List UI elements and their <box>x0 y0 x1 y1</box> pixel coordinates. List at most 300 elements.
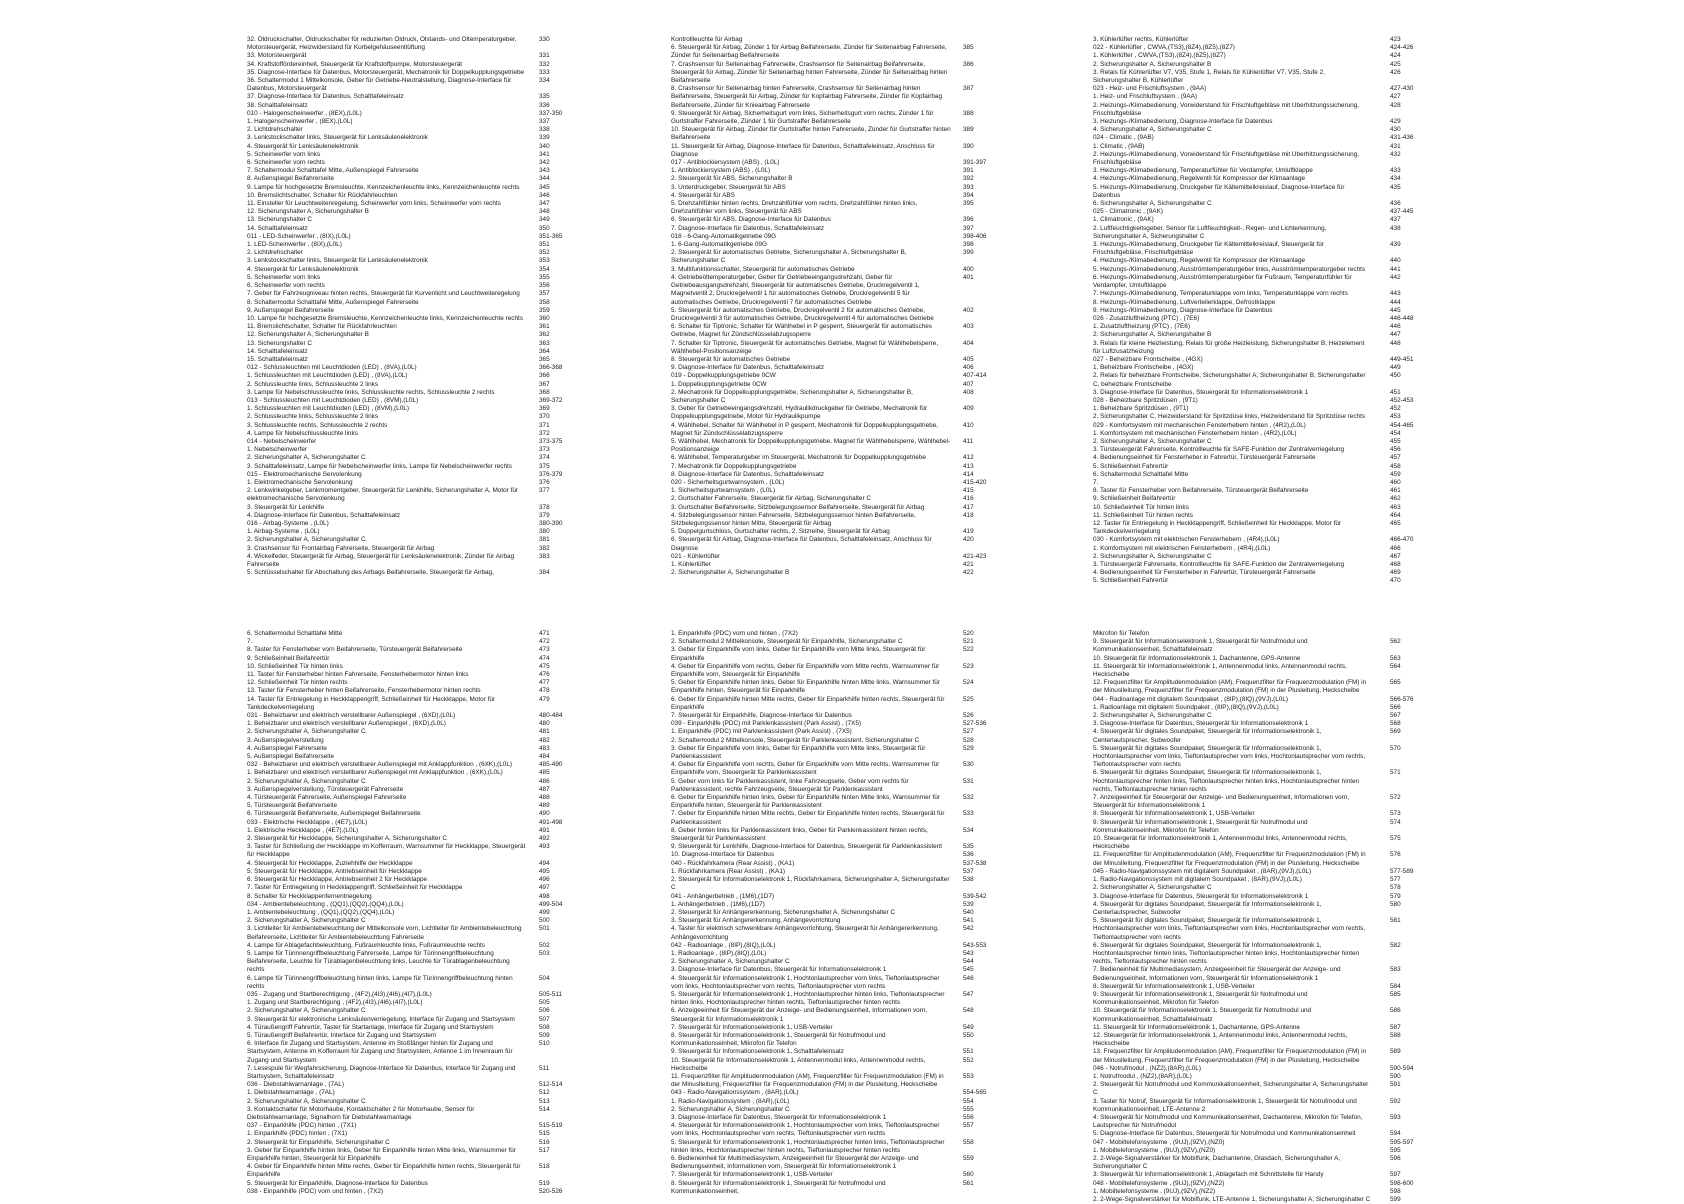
toc-entry-page: 435 <box>1390 183 1401 191</box>
toc-entry-title: 1. Beheizbare Spritzdüsen , (9T1) <box>1093 405 1189 413</box>
toc-entry <box>247 630 587 638</box>
toc-entry-page: 453 <box>1390 413 1401 421</box>
toc-entry-title: 3. Schalttafeleinsatz, Lampe für Nebelscheinwerfer links, Lampe für Nebelscheinwerfer rechts <box>247 462 512 470</box>
toc-entry-title: 15. Schalttafeleinsatz <box>247 355 308 363</box>
toc-entry-title: 33. Motorsteuergerät <box>247 52 307 60</box>
toc-entry-title: 4. Heizungs-/Klimabedienung, Regelventil für Kompressor der Klimaanlage <box>1093 175 1306 183</box>
toc-entry <box>247 192 587 200</box>
toc-entry-page: 576 <box>1390 851 1401 859</box>
toc-entry <box>1093 545 1438 553</box>
toc-entry-page: 479 <box>539 695 550 703</box>
toc-entry-page: 433 <box>1390 167 1401 175</box>
toc-entry-page: 585 <box>1390 990 1401 998</box>
toc-entry <box>671 422 1011 438</box>
toc-entry-page: 387 <box>963 85 974 93</box>
toc-entry-title: 1. Sicherheitsgurtwarnsystem , (L0L) <box>671 487 776 495</box>
toc-entry-title: 10. Steuergerät für Informationselektronik 1, Dachantenne, GPS-Antenne <box>1093 654 1301 662</box>
toc-entry-title: 6. Wählhebel, Temperaturgeber im Steuergerät, Mechatronik für Doppelkupplungsgetriebe <box>671 454 926 462</box>
toc-entry <box>671 630 1011 638</box>
toc-entry-page: 429 <box>1390 118 1401 126</box>
top-section <box>0 36 1684 585</box>
toc-column <box>1093 36 1438 586</box>
toc-entry-title: 5. Steuergerät für Informationselektronik 1, Hochtonlautsprecher hinten links, Tieftonlautsprecher hinten links, Hochtonlautsprecher hinten rechts, Tieftonlautsprecher hinten rechts <box>671 990 945 1007</box>
toc-entry-page: 407 <box>963 380 974 388</box>
toc-entry-page: 392 <box>963 175 974 183</box>
toc-entry <box>1093 504 1438 512</box>
toc-entry <box>1093 257 1438 265</box>
toc-entry-page: 524 <box>963 679 974 687</box>
toc-entry-page: 472 <box>539 638 550 646</box>
toc-entry <box>1093 85 1438 93</box>
toc-entry-page: 374 <box>539 454 550 462</box>
toc-entry-page: 470 <box>1390 577 1401 585</box>
toc-entry-page: 555 <box>963 1105 974 1113</box>
toc-entry-title: 3. Steuergerät für Informationselektronik 1, Ablagefach mit Schnittstelle für Handy <box>1093 1171 1324 1179</box>
toc-entry-title: 4. Sicherungshalter A, Sicherungshalter C <box>1093 126 1212 134</box>
toc-entry-page: 350 <box>539 224 550 232</box>
toc-entry-page: 491-498 <box>539 818 563 826</box>
toc-entry <box>1093 299 1438 307</box>
toc-entry-page: 486 <box>539 777 550 785</box>
toc-entry-page: 559 <box>963 1155 974 1162</box>
toc-entry <box>247 175 587 183</box>
toc-entry <box>671 143 1011 159</box>
toc-entry <box>671 372 1011 380</box>
toc-entry-page: 525 <box>963 695 974 703</box>
toc-entry-title: 1. Notrufmodul , (NZ2),(8AR),(L0L) <box>1093 1072 1192 1080</box>
toc-entry-page: 381 <box>539 536 550 544</box>
toc-entry-page: 567 <box>1390 712 1401 720</box>
toc-entry <box>671 679 1011 695</box>
toc-entry <box>247 835 587 843</box>
toc-entry-title: 8. Steuergerät für Informationselektronik 1, USB-Verteiler <box>1093 810 1255 818</box>
toc-entry-page: 428 <box>1390 101 1401 109</box>
toc-entry-title: 2. 2-Wege-Signalverstärker für Mobilfunk, Dachantenne, Glasdach, Sicherungshalter A, Sicherungshalter C <box>1093 1155 1341 1171</box>
toc-entry <box>1093 323 1438 331</box>
toc-entry-page: 595-597 <box>1390 1138 1414 1146</box>
toc-entry <box>247 1032 587 1040</box>
toc-entry-page: 511 <box>539 1064 550 1072</box>
toc-entry-title: 5. Drehzahlfühler hinten rechts, Drehzahlfühler vorn rechts, Drehzahlfühler hinten links, Drehzahlfühler vorn links, Steuergerät für ABS <box>671 200 918 216</box>
toc-entry-page: 333 <box>539 68 550 76</box>
toc-entry-title: 2. Lichtdrehschalter <box>247 249 303 257</box>
toc-entry <box>247 389 587 397</box>
toc-entry-page: 418 <box>963 511 974 519</box>
toc-column <box>1093 630 1438 1204</box>
toc-entry-page: 512 <box>539 1089 550 1097</box>
toc-entry-page: 411 <box>963 437 974 445</box>
toc-entry-title: 14. Taster für Entriegelung in Heckklappengriff, Schließeinheit für Heckklappe, Motor für Tankdeckelverriegelung <box>247 695 496 711</box>
toc-entry-page: 382 <box>539 544 550 552</box>
toc-entry <box>247 778 587 786</box>
toc-entry <box>247 819 587 827</box>
toc-entry-page: 439 <box>1390 241 1401 249</box>
toc-entry-title: 1. Beheizbare Frontscheibe , (4GX) <box>1093 364 1194 372</box>
toc-entry <box>1093 769 1438 794</box>
toc-entry-page: 537 <box>963 867 974 875</box>
toc-entry-page: 515 <box>539 1130 550 1138</box>
toc-entry-page: 457 <box>1390 454 1401 462</box>
toc-entry-page: 589 <box>1390 1048 1401 1056</box>
toc-entry-title: 035 - Zugang und Startberechtigung , (4F2),(4I3),(4I6),(4I7),(L0L) <box>247 990 432 998</box>
toc-entry-title: 043 - Radio-Navigationssystem , (8AR),(L0L) <box>671 1089 799 1097</box>
toc-entry-page: 526 <box>963 712 974 720</box>
toc-entry <box>1093 307 1438 315</box>
toc-entry <box>1093 340 1438 356</box>
toc-entry-page: 598 <box>1390 1187 1401 1195</box>
toc-entry-page: 388 <box>963 109 974 117</box>
toc-entry-title: 1. Radio-Navigationssystem , (8AR),(L0L) <box>671 1097 790 1105</box>
toc-entry-page: 459 <box>1390 470 1401 478</box>
toc-entry-title: 5. Steuergerät für Informationselektronik 1, Hochtonlautsprecher hinten links, Tieftonlautsprecher hinten links, Hochtonlautsprecher hinten rechts, Tieftonlautsprecher hinten rechts <box>671 1138 945 1154</box>
toc-column <box>671 630 1011 1196</box>
toc-entry <box>671 794 1011 810</box>
toc-entry-page: 341 <box>539 150 550 158</box>
toc-entry <box>1093 364 1438 372</box>
toc-entry-title: 024 - Climatic , (9AB) <box>1093 134 1154 142</box>
toc-entry-title: 9. Steuergerät für Lenkhilfe, Diagnose-Interface für Datenbus, Steuergerät für Parklenkassistent <box>671 843 943 851</box>
toc-entry-page: 362 <box>539 331 550 339</box>
toc-entry-page: 451 <box>1390 388 1401 396</box>
toc-entry <box>1093 1130 1438 1138</box>
toc-entry-page: 504 <box>539 974 550 982</box>
toc-entry-title: 3. Schlussleuchte rechts, Schlussleuchte 2 rechts <box>247 421 388 429</box>
toc-entry <box>671 175 1011 183</box>
toc-entry-page: 369 <box>539 405 550 413</box>
toc-entry-page: 523 <box>963 662 974 670</box>
toc-entry <box>247 1098 587 1106</box>
toc-entry-title: 3. Multifunktionsschalter, Steuergerät für automatisches Getriebe <box>671 265 855 273</box>
toc-entry-page: 343 <box>539 167 550 175</box>
toc-entry-title: 1. Climatic , (9AB) <box>1093 142 1145 150</box>
toc-entry <box>247 118 587 126</box>
toc-entry-title: 2. Steuergerät für automatisches Getriebe, Sicherungshalter A, Sicherungshalter B, Sicherungshalter C <box>671 249 907 265</box>
toc-entry-page: 490 <box>539 810 550 818</box>
toc-entry-page: 485 <box>539 769 550 777</box>
toc-entry <box>1093 471 1438 479</box>
toc-entry-title: 3. Relais für Kühlerlüfter V7, V35, Stufe 1, Relais für Kühlerlüfter V7, V35, Stufe 2, Sicherungshalter B, Kühlerlüfter <box>1093 68 1325 85</box>
toc-entry-page: 357 <box>539 290 550 298</box>
toc-entry <box>1093 991 1438 1007</box>
toc-entry-page: 340 <box>539 142 550 150</box>
toc-entry-title: 2. Sicherungshalter A, Sicherungshalter C <box>671 1105 790 1113</box>
toc-entry-page: 449 <box>1390 364 1401 372</box>
toc-entry-page: 577-589 <box>1390 867 1414 875</box>
toc-entry-title: 038 - Einparkhilfe (PDC) vorn und hinten , (7X2) <box>247 1187 384 1195</box>
toc-entry <box>247 893 587 901</box>
toc-entry <box>1093 1188 1438 1196</box>
toc-entry <box>1093 454 1438 462</box>
toc-entry-title: 3. Heizungs-/Klimabedienung, Temperaturfühler für Verdampfer, Umluftklappe <box>1093 167 1313 175</box>
toc-entry <box>671 216 1011 224</box>
toc-entry-title: 1. Radioanlage mit digitalem Soundpaket , (8IP),(8IQ),(9VJ),(L0L) <box>1093 703 1279 711</box>
toc-entry <box>671 958 1011 966</box>
toc-entry-page: 579 <box>1390 892 1401 900</box>
toc-entry <box>247 786 587 794</box>
toc-entry-page: 415 <box>963 487 974 495</box>
toc-entry <box>247 126 587 134</box>
toc-entry-title: 1. Climatronic , (9AK) <box>1093 216 1154 224</box>
toc-entry-title: 3. Geber für Einparkhilfe hinten links, Geber für Einparkhilfe hinten Mitte links, Warnsummer für Einparkhilfe hinten, Steuergerät für Einparkhilfe <box>247 1146 516 1162</box>
toc-entry <box>247 1188 587 1196</box>
toc-entry-title: 2. Heizungs-/Klimabedienung, Vorwiderstand für Frischluftgebläse mit Überhitzungssicherung, Frischluftgebläse <box>1093 150 1360 167</box>
toc-entry-page: 391-397 <box>963 159 987 167</box>
toc-entry <box>671 966 1011 974</box>
toc-entry-title: 4. Türsteuergerät Fahrerseite, Außenspiegel Fahrerseite <box>247 794 407 802</box>
toc-entry <box>671 917 1011 925</box>
toc-entry <box>671 184 1011 192</box>
toc-entry <box>671 1024 1011 1032</box>
toc-entry <box>247 479 587 487</box>
toc-entry-page: 529 <box>963 744 974 752</box>
toc-entry-title: 10. Lampe für hochgesetzte Bremsleuchte, Kennzeichenleuchte links, Kennzeichenleuchte rechts <box>247 314 524 322</box>
toc-entry-page: 360 <box>539 314 550 322</box>
toc-entry-page: 460 <box>1390 478 1401 486</box>
toc-entry-page: 577 <box>1390 876 1401 884</box>
toc-entry <box>1093 794 1438 810</box>
toc-entry-page: 509 <box>539 1031 550 1039</box>
toc-entry-page: 538 <box>963 876 974 884</box>
toc-entry <box>1093 1196 1438 1204</box>
toc-entry-page: 516 <box>539 1138 550 1146</box>
toc-entry-title: 1. Ambientebeleuchtung , (QQ1),(QQ2),(QQ4),(L0L) <box>247 908 395 916</box>
toc-entry <box>671 454 1011 462</box>
toc-entry <box>247 487 587 503</box>
toc-entry-page: 423 <box>1390 36 1401 43</box>
toc-entry-page: 390 <box>963 142 974 150</box>
toc-entry-page: 447 <box>1390 331 1401 339</box>
toc-entry <box>1093 835 1438 851</box>
toc-entry-title: 031 - Beheizbarer und elektrisch verstellbarer Außenspiegel , (6XD),(L0L) <box>247 712 456 720</box>
toc-entry <box>247 282 587 290</box>
toc-entry <box>247 884 587 892</box>
toc-entry <box>247 1147 587 1163</box>
toc-entry-title: 4. Geber für Einparkhilfe vorn rechts, Geber für Einparkhilfe vorn Mitte rechts, Warnsummer für Einparkhilfe vorn, Steuergerät für Parklenkassistent <box>671 761 940 777</box>
toc-entry-page: 505 <box>539 999 550 1007</box>
toc-entry-title: 1. Airbag-Systeme , (L0L) <box>247 528 320 536</box>
toc-entry <box>1093 679 1438 695</box>
toc-entry <box>247 1007 587 1015</box>
toc-entry-page: 574 <box>1390 818 1401 826</box>
toc-entry-page: 363 <box>539 339 550 347</box>
toc-entry-title: 37. Diagnose-Interface für Datenbus, Schalttafeleinsatz <box>247 93 404 101</box>
toc-entry-page: 351-365 <box>539 232 563 240</box>
toc-entry-page: 412 <box>963 454 974 462</box>
toc-entry-title: 2. Sicherungshalter C, Heizwiderstand für Spritzdüse links, Heizwiderstand für Spritzdüse rechts <box>1093 413 1366 421</box>
toc-entry-page: 394 <box>963 191 974 199</box>
toc-entry-title: 2. Schaltermodul 2 Mittelkonsole, Steuergerät für Parklenkassistent, Sicherungshalter C <box>671 736 920 744</box>
toc-entry-page: 454-465 <box>1390 421 1414 429</box>
toc-entry-title: 9. Steuergerät für Informationselektronik 1, Steuergerät für Notrufmodul und Kommunikationseinheit, Mikrofon für Telefon <box>1093 818 1308 834</box>
toc-entry-title: 036 - Diebstahlwarnanlage , (7AL) <box>247 1081 344 1089</box>
toc-entry-page: 421-423 <box>963 552 987 560</box>
toc-entry-title: 8. Steuergerät für Informationselektronik 1, Steuergerät für Notrufmodul und Kommunikationseinheit, Mikrofon für Telefon <box>671 1031 886 1048</box>
toc-entry <box>1093 868 1438 876</box>
toc-entry <box>247 61 587 69</box>
toc-entry <box>247 794 587 802</box>
toc-entry-title: 7. Steuergerät für Einparkhilfe, Diagnose-Interface für Datenbus <box>671 712 852 720</box>
toc-entry-page: 594 <box>1390 1130 1401 1138</box>
toc-entry-title: 2. Sicherungshalter A, Sicherungshalter C <box>1093 437 1212 445</box>
toc-entry-page: 478 <box>539 687 550 695</box>
toc-entry <box>671 991 1011 1007</box>
toc-entry-title: 5. Türaußengriff Beifahrertür, Interface für Zugang und Startsystem <box>247 1031 437 1039</box>
toc-entry <box>671 249 1011 265</box>
toc-entry-title: 017 - Antiblockiersystem (ABS) , (L0L) <box>671 159 780 167</box>
toc-entry <box>1093 1114 1438 1130</box>
toc-entry <box>671 1073 1011 1089</box>
toc-entry-page: 505-511 <box>539 990 562 998</box>
toc-entry-page: 506 <box>539 1007 550 1015</box>
toc-entry <box>671 356 1011 364</box>
toc-entry-title: 2. Steuergerät für Heckklappe, Sicherungshalter A, Sicherungshalter C <box>247 835 447 843</box>
toc-entry-title: 11. Bremslichtschalter, Schalter für Rückfahrleuchten <box>247 323 397 331</box>
toc-entry-page: 550 <box>963 1031 974 1039</box>
toc-entry-page: 450 <box>1390 372 1401 380</box>
toc-entry <box>247 909 587 917</box>
toc-entry-page: 548 <box>963 1007 974 1015</box>
toc-entry <box>1093 901 1438 917</box>
toc-entry <box>671 925 1011 941</box>
toc-entry <box>1093 413 1438 421</box>
toc-entry-page: 376 <box>539 478 550 486</box>
toc-entry <box>1093 577 1438 585</box>
toc-entry-title: 3. Steuergerät für Anhängererkennung, Anhängevorrichtung <box>671 917 841 925</box>
toc-entry <box>671 274 1011 307</box>
toc-entry <box>671 876 1011 892</box>
toc-entry-title: 2. Schlussleuchte links, Schlussleuchte 2 links <box>247 380 379 388</box>
toc-entry-page: 508 <box>539 1023 550 1031</box>
toc-entry-page: 383 <box>539 552 550 560</box>
toc-entry-page: 586 <box>1390 1007 1401 1015</box>
toc-entry <box>247 167 587 175</box>
toc-entry <box>671 553 1011 561</box>
toc-entry-page: 334 <box>539 77 550 85</box>
toc-entry <box>671 1171 1011 1179</box>
toc-entry-page: 569 <box>1390 728 1401 736</box>
toc-entry-page: 441 <box>1390 265 1401 273</box>
toc-entry-title: 4. Steuergerät für digitales Soundpaket, Steuergerät für Informationselektronik 1, Centerlautsprecher, Subwoofer <box>1093 728 1322 744</box>
toc-entry-title: 010 - Halogenscheinwerfer , (8EX),(L0L) <box>247 109 362 117</box>
toc-entry-page <box>1390 630 1438 638</box>
toc-entry-page: 337-350 <box>539 109 563 117</box>
toc-entry-page: 426 <box>1390 68 1401 76</box>
toc-entry-title: 039 - Einparkhilfe (PDC) mit Parklenkassistent (Park Assist) , (7X5) <box>671 720 862 728</box>
toc-entry-page: 552 <box>963 1056 974 1064</box>
toc-entry <box>1093 893 1438 901</box>
toc-entry-page: 541 <box>963 917 974 925</box>
toc-entry-title: 4. Bedienungseinheit für Fensterheber in Fahrertür, Türsteuergerät Fahrerseite <box>1093 454 1316 462</box>
toc-entry-page: 409 <box>963 405 974 413</box>
toc-entry-title: 3. Diagnose-Interface für Datenbus, Steuergerät für Informationselektronik 1 <box>1093 892 1309 900</box>
toc-entry-title: 2. Sicherungshalter A, Sicherungshalter B <box>671 569 790 577</box>
toc-entry <box>1093 1139 1438 1147</box>
toc-entry-title: 3. Unterdruckgeber, Steuergerät für ABS <box>671 183 786 191</box>
toc-entry-page: 502 <box>539 941 550 949</box>
toc-entry-title: 9. Diagnose-Interface für Datenbus, Schalttafeleinsatz <box>671 364 825 372</box>
toc-entry-title: 022 - Kühlerlüfter , CWVA,(TS3),(8Z4),(8Z5),(8Z7) <box>1093 44 1235 52</box>
toc-entry <box>247 36 587 52</box>
toc-entry-title: 8. Taster für Fensterheber vorn Beifahrerseite, Türsteuergerät Beifahrerseite <box>1093 487 1309 495</box>
toc-entry-title: 3. Heizungs-/Klimabedienung, Diagnose-Interface für Datenbus <box>1093 118 1273 126</box>
toc-entry <box>1093 200 1438 208</box>
toc-entry-page: 366-368 <box>539 364 563 372</box>
toc-entry <box>671 810 1011 826</box>
toc-entry-title: 9. Steuergerät für Informationselektronik 1, Steuergerät für Notrufmodul und Kommunikationseinheit, Mikrofon für Telefon <box>1093 990 1308 1007</box>
toc-entry <box>247 1139 587 1147</box>
toc-entry <box>1093 397 1438 405</box>
toc-entry-title: 2. Relais für beheizbare Frontscheibe, Sicherungshalter A, Sicherungshalter B, Sicherungshalter C, beheizbare Frontscheibe <box>1093 372 1366 388</box>
toc-entry-page: 372 <box>539 429 550 437</box>
toc-entry-title: 3. Steuergerät für Lenkhilfe <box>247 503 325 511</box>
toc-entry <box>1093 1155 1438 1171</box>
toc-entry <box>247 356 587 364</box>
toc-entry <box>671 479 1011 487</box>
toc-entry <box>671 761 1011 777</box>
toc-entry-page: 539-542 <box>963 892 987 900</box>
toc-entry-page: 385 <box>963 44 974 52</box>
toc-entry-title: 11. Frequenzfilter für Amplitudenmodulation (AM), Frequenzfilter für Frequenzmodulation (FM) in der Minuslleitung, Frequenzfilter für Frequenzmodulation (FM) in der Plusleitung, Heckscheibe <box>671 1072 944 1089</box>
toc-entry <box>671 745 1011 761</box>
toc-entry <box>1093 728 1438 744</box>
toc-entry-title: 34. Kraftstoffördereinheit, Steuergerät für Kraftstoffpumpe, Motorsteuergerät <box>247 60 463 68</box>
toc-entry-title: 38. Schalttafeleinsatz <box>247 101 308 109</box>
toc-entry-page: 421 <box>963 561 974 568</box>
toc-entry-title: 11. Schließeinheit Tür hinten rechts <box>1093 511 1193 519</box>
toc-entry-title: 5. Steuergerät für digitales Soundpaket, Steuergerät für Informationselektronik 1, Hochtonlautsprecher vorn links, Tieftonlautsprecher vorn links, Hochtonlautsprecher vorn rechts, Tieftonlautsprecher vorn rechts <box>1093 917 1366 941</box>
toc-entry <box>1093 389 1438 397</box>
toc-entry-title: 9. Heizungs-/Klimabedienung, Diagnose-Interface für Datenbus <box>1093 306 1273 314</box>
toc-entry <box>1093 663 1438 679</box>
toc-entry-title: 2. Sicherungshalter A, Sicherungshalter C <box>671 958 790 966</box>
toc-entry-title: 7. Mechatronik für Doppelkupplungsgetriebe <box>671 462 797 470</box>
toc-entry-title: 4. Wählhebel, Schalter für Wählhebel in P gesperrt, Mechatronik für Doppelkupplungsgetriebe, Magnet für Zündschlüsselabzugssperre <box>671 421 939 437</box>
toc-entry-page: 351 <box>539 241 550 249</box>
toc-entry-title: 7. Diagnose-Interface für Datenbus, Schalttafeleinsatz <box>671 224 825 232</box>
toc-entry <box>247 696 587 712</box>
toc-entry <box>247 422 587 430</box>
toc-entry-title: Kontrollleuchte für Airbag <box>671 36 743 43</box>
toc-entry-page: 452 <box>1390 405 1401 413</box>
toc-entry-title: 8. Taster für Fensterheber vorn Beifahrerseite, Türsteuergerät Beifahrerseite <box>247 646 463 654</box>
toc-entry-page: 389 <box>963 126 974 134</box>
toc-entry-title: 1. Halogenscheinwerfer , (8EX),(L0L) <box>247 118 353 126</box>
toc-entry <box>247 471 587 479</box>
toc-entry-page: 410 <box>963 421 974 429</box>
toc-entry-page: 431 <box>1390 142 1401 150</box>
toc-entry-title: 2. Sicherungshalter A, Sicherungshalter C <box>247 777 366 785</box>
toc-entry <box>1093 1065 1438 1073</box>
toc-entry <box>247 671 587 679</box>
toc-entry <box>1093 225 1438 241</box>
toc-entry-page: 354 <box>539 265 550 273</box>
toc-entry-page: 377 <box>539 487 550 495</box>
toc-entry-page: 414 <box>963 470 974 478</box>
toc-entry-page: 482 <box>539 736 550 744</box>
toc-entry-page: 349 <box>539 216 550 224</box>
toc-entry-page: 376-379 <box>539 470 563 478</box>
toc-entry <box>247 159 587 167</box>
toc-entry <box>247 413 587 421</box>
toc-entry <box>247 299 587 307</box>
toc-entry-page: 446 <box>1390 323 1401 331</box>
toc-entry <box>1093 241 1438 257</box>
toc-entry-page: 448 <box>1390 339 1401 347</box>
toc-entry-title: 2. Steuergerät für Informationselektronik 1, Rückfahrkamera, Sicherungshalter A, Sicherungshalter C <box>671 876 950 892</box>
toc-entry-title: 5. Wählhebel, Mechatronik für Doppelkupplungsgetriebe, Magnet für Wählhebelsperre, Wählhebel-Positionsanzeige <box>671 437 951 454</box>
toc-entry <box>247 430 587 438</box>
toc-entry-title: 10. Steuergerät für Airbag, Zünder für Gurtstraffer hinten Fahrerseite, Zünder für Gurtstraffer hinten Beifahrerseite <box>671 126 951 142</box>
